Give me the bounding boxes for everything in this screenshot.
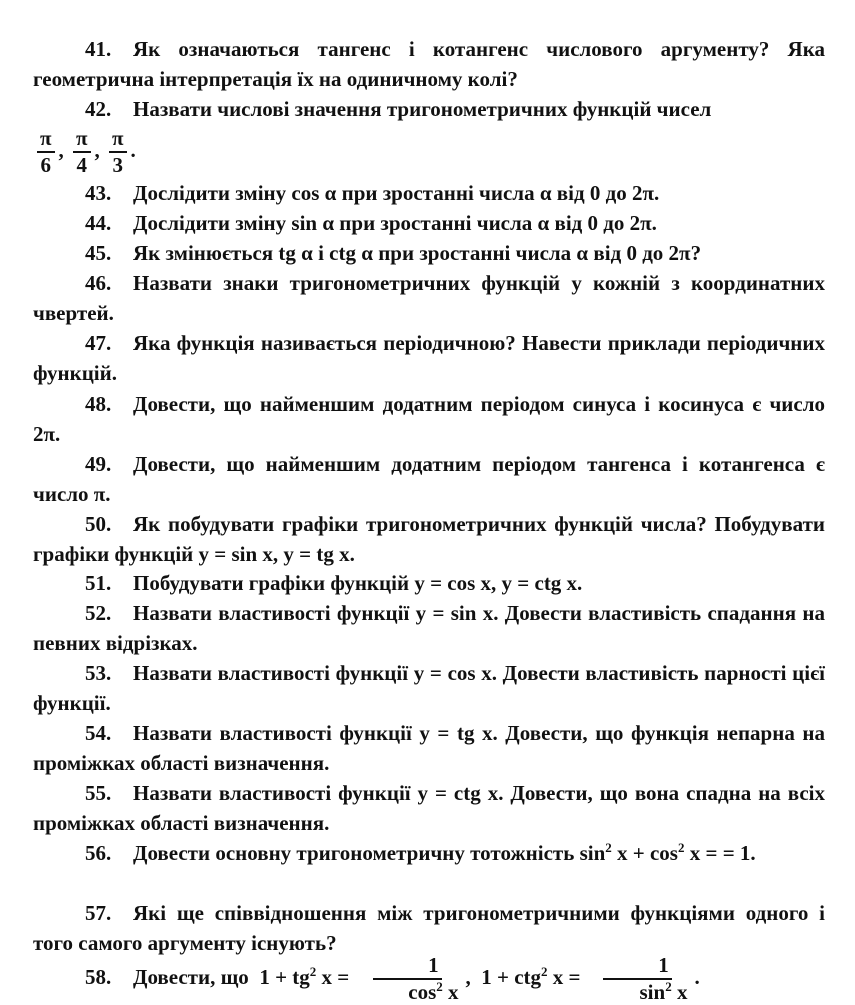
question-text: Назвати числові значення тригонометричних функцій чисел <box>133 97 712 121</box>
fraction: $\frac{\pi}{3}$ <box>109 128 127 176</box>
question-number: 50. <box>85 512 112 536</box>
question-47 <box>33 328 825 388</box>
question-text: Довести, що найменшим додатним періодом синуса і косинуса є число 2π. <box>33 392 825 446</box>
question-number: 57. <box>85 901 112 925</box>
question-52 <box>33 598 825 658</box>
question-45 <box>33 238 825 268</box>
question-text: Назвати властивості функції y = sin x. Довести властивість спадання на певних відрізках. <box>33 601 825 655</box>
fraction: $\frac{1}{\sin^2 x}$ <box>585 955 691 1003</box>
question-text: Довести основну тригонометричну тотожність sin <box>133 841 606 865</box>
question-number: 51. <box>85 571 112 595</box>
question-number: 54. <box>85 721 112 745</box>
question-number: 55. <box>85 781 112 805</box>
question-58: 58. Довести, що $1 + tg^2$ x = $\frac{1}{\cos^2 x}$ , 1 + ctg$^2$ x = $\frac{1}{\sin^2 x}$ . <box>85 953 700 1005</box>
question-46 <box>33 268 825 328</box>
question-number: 47. <box>85 331 112 355</box>
question-number: 42. <box>85 97 112 121</box>
fraction: $\frac{1}{\cos^2 x}$ <box>353 955 461 1003</box>
question-51 <box>33 568 825 598</box>
question-41 <box>33 34 825 94</box>
question-number: 49. <box>85 452 112 476</box>
question-55 <box>33 778 825 838</box>
question-42-fractions: $\frac{\pi}{6}$ , $\frac{\pi}{4}$ , $\frac{\pi}{3}$ . <box>33 124 825 176</box>
question-text: Дослідити зміну sin α при зростанні числа α від 0 до 2π. <box>133 211 657 235</box>
question-56: 56. Довести основну тригонометричну тотожність $\sin^2 x + \cos^2 x$ = = 1. <box>33 838 825 868</box>
question-54 <box>33 718 825 778</box>
question-53 <box>33 658 825 718</box>
question-number: 58. <box>85 965 112 989</box>
question-text: Яка функція називається періодичною? Навести приклади періодичних функцій. <box>33 331 825 385</box>
question-43 <box>33 178 825 208</box>
question-49 <box>33 449 825 509</box>
question-text: Довести, що найменшим додатним періодом тангенса і котангенса є число π. <box>33 452 825 506</box>
fraction: $\frac{\pi}{4}$ <box>73 128 91 176</box>
question-number: 43. <box>85 181 112 205</box>
question-42 <box>33 94 825 124</box>
question-text: Як означаються тангенс і котангенс числового аргументу? Яка геометрична інтерпретація їх на одиничному колі? <box>33 37 825 91</box>
question-48 <box>33 389 825 449</box>
question-text: Як побудувати графіки тригонометричних функцій числа? Побудувати графіки функцій y = sin x, y = tg x. <box>33 512 825 566</box>
question-57 <box>33 898 825 958</box>
question-number: 46. <box>85 271 112 295</box>
question-number: 44. <box>85 211 112 235</box>
question-text: Побудувати графіки функцій y = cos x, y = ctg x. <box>133 571 583 595</box>
question-50 <box>33 509 825 569</box>
question-text: Дослідити зміну cos α при зростанні числа α від 0 до 2π. <box>133 181 660 205</box>
question-44 <box>33 208 825 238</box>
question-text: Як змінюється tg α і ctg α при зростанні числа α від 0 до 2π? <box>133 241 702 265</box>
question-text: Які ще співвідношення між тригонометричними функціями одного і того самого аргументу існують? <box>33 901 825 955</box>
question-text: Назвати знаки тригонометричних функцій у кожній з координатних чвертей. <box>33 271 825 325</box>
question-number: 56. <box>85 841 112 865</box>
question-text: Назвати властивості функції y = ctg x. Довести, що вона спадна на всіх проміжках області визначення. <box>33 781 825 835</box>
question-number: 48. <box>85 392 112 416</box>
fraction: $\frac{\pi}{6}$ <box>37 128 55 176</box>
question-text: Назвати властивості функції y = tg x. Довести, що функція непарна на проміжках області визначення. <box>33 721 825 775</box>
question-text: Довести, що <box>133 965 249 989</box>
question-number: 41. <box>85 37 112 61</box>
question-number: 53. <box>85 661 112 685</box>
question-number: 45. <box>85 241 112 265</box>
question-number: 52. <box>85 601 112 625</box>
question-text: Назвати властивості функції y = cos x. Довести властивість парності цієї функції. <box>33 661 825 715</box>
